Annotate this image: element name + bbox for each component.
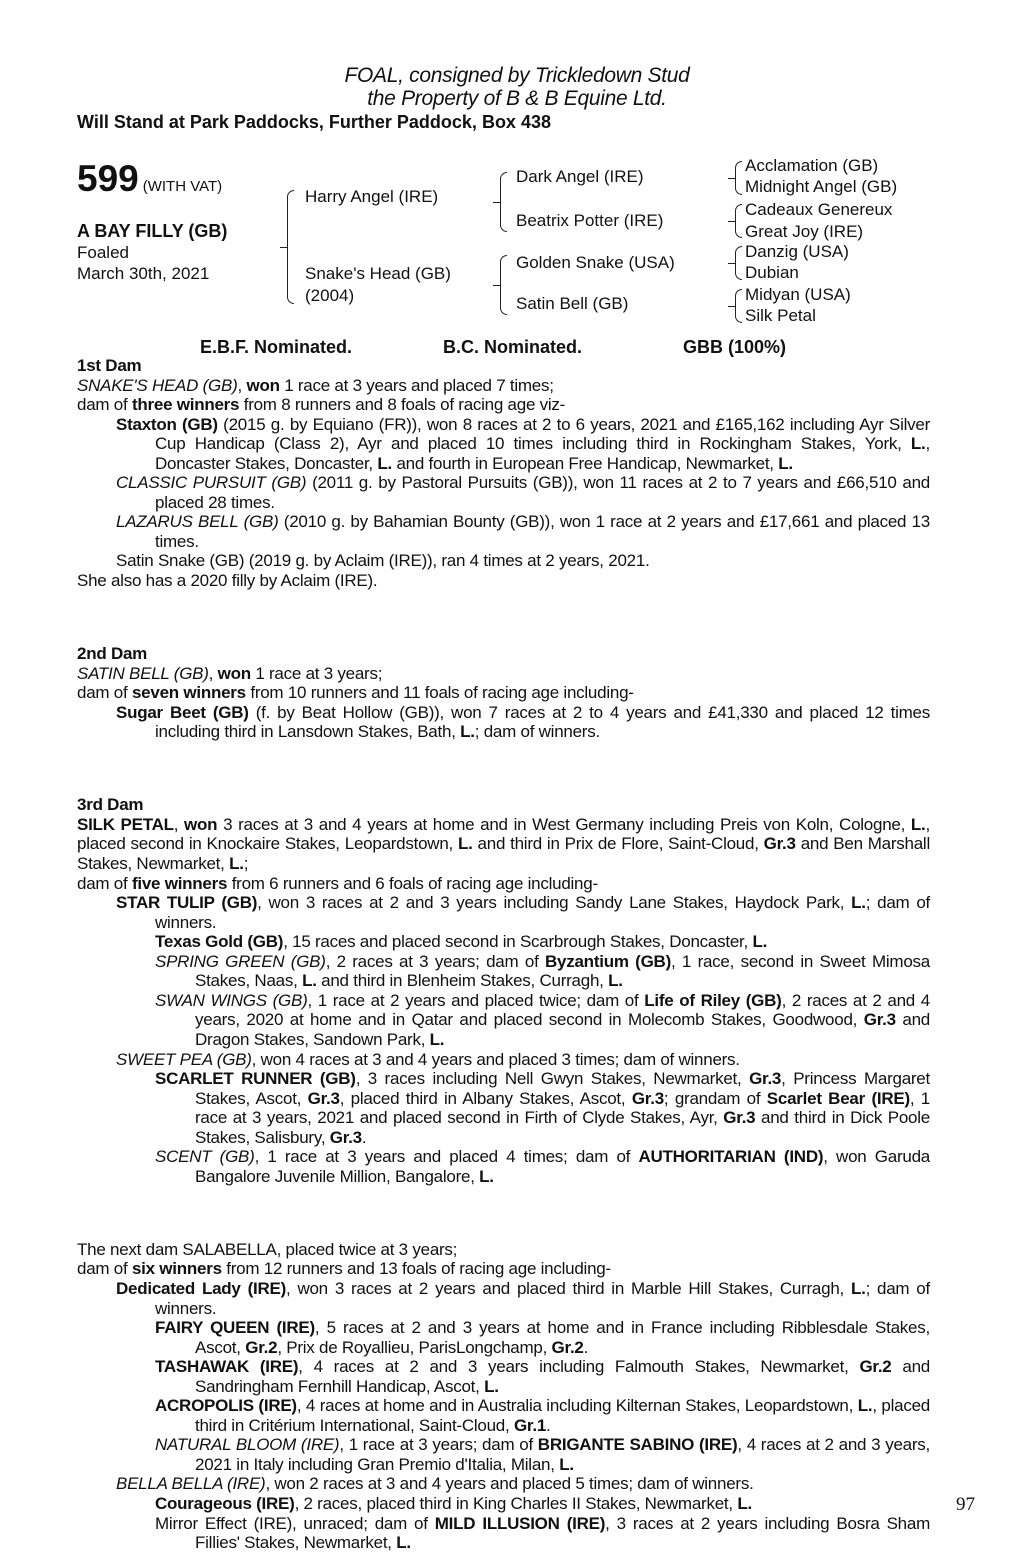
text: and third in Blenheim Stakes, Curragh, xyxy=(316,971,609,991)
text: and third in Dick Poole Stakes, Salisbury, xyxy=(195,1108,930,1147)
progeny-entry xyxy=(77,1279,930,1318)
bold-text: L. xyxy=(559,1454,574,1474)
section-heading: 3rd Dam xyxy=(77,795,144,815)
text: and Sandringham Fernhill Handicap, Ascot, xyxy=(195,1357,931,1396)
bold-text: L. xyxy=(608,971,623,991)
bold-text: L. xyxy=(737,1493,752,1513)
sire-sire: Dark Angel (IRE) xyxy=(516,167,644,186)
text: (2015 g. by Equiano (FR)), won 8 races at 2 to 6 years, 2021 and £165,162 including Ayr Silver Cup Handicap (Class 2), Ayr and placed 10 times including third in Rockingham Stakes, York, xyxy=(155,414,930,454)
text: , 2 races at 3 years; dam of xyxy=(325,951,545,971)
italic-text: SNAKE'S HEAD (GB) xyxy=(77,375,238,395)
spacer xyxy=(77,759,930,779)
text: , placed third in Critérium International, Saint-Cloud, xyxy=(195,1396,931,1435)
catalogue-body xyxy=(77,356,930,1553)
bc-nomination: B.C. Nominated. xyxy=(443,337,583,357)
text: dam of xyxy=(77,873,132,893)
text: Satin Snake (GB) (2019 g. by Aclaim (IRE)), ran 4 times at 2 years, 2021. xyxy=(116,551,650,571)
italic-text: LAZARUS BELL (GB) xyxy=(116,512,279,532)
bold-text: L. xyxy=(429,1029,445,1049)
text: from 8 runners and 8 foals of racing age viz- xyxy=(239,395,566,415)
bold-text: Texas Gold (GB) xyxy=(155,932,284,952)
text: . xyxy=(546,1415,551,1435)
bold-text: Scarlet Bear (IRE) xyxy=(766,1088,910,1108)
text: dam of xyxy=(77,683,132,703)
gbb-status: GBB (100%) xyxy=(683,337,787,357)
gen3-ancestor: Great Joy (IRE) xyxy=(745,222,864,241)
spacer xyxy=(77,1203,930,1223)
text: , 3 races at 2 years including Bosra Sham Fillies' Stakes, Newmarket, xyxy=(195,1513,930,1553)
text: , xyxy=(173,814,185,834)
text: , won 4 races at 3 and 4 years and placed 3 times; dam of winners. xyxy=(251,1049,740,1069)
progeny-entry xyxy=(77,473,930,512)
text: 3 races at 3 and 4 years at home and in West Germany including Preis von Koln, Cologne, xyxy=(217,814,911,834)
progeny-entry xyxy=(77,551,930,571)
text: , won 3 races at 2 and 3 years including Sandy Lane Stakes, Haydock Park, xyxy=(257,893,852,913)
text: , 2 races, placed third in King Charles II Stakes, Newmarket, xyxy=(294,1493,738,1513)
italic-text: NATURAL BLOOM (IRE) xyxy=(155,1435,340,1455)
text: ; grandam of xyxy=(663,1088,767,1108)
pedigree-brace xyxy=(500,255,507,315)
text: ; dam of winners. xyxy=(155,1278,930,1318)
bold-text: AUTHORITARIAN (IND) xyxy=(638,1147,824,1167)
consignor-line: FOAL, consigned by Trickledown Stud xyxy=(344,64,690,87)
bold-text: L. xyxy=(377,453,392,473)
progeny-entry xyxy=(77,1069,930,1147)
bold-text: Courageous (IRE) xyxy=(155,1493,295,1513)
dam-record xyxy=(77,815,930,874)
progeny-entry xyxy=(77,1514,930,1553)
spacer xyxy=(77,608,930,628)
bold-text: L. xyxy=(752,932,768,952)
bold-text: L. xyxy=(229,854,244,874)
dam-record xyxy=(77,664,930,684)
bold-text: Byzantium (GB) xyxy=(545,951,671,971)
text: She also has a 2020 filly by Aclaim (IRE). xyxy=(77,571,378,591)
text: , 1 race at 3 years and placed 4 times; dam of xyxy=(254,1147,639,1167)
gen3-ancestor: Midyan (USA) xyxy=(745,285,851,304)
dam-sire: Golden Snake (USA) xyxy=(516,253,675,272)
dam-record xyxy=(77,376,930,396)
text: , 15 races and placed second in Scarbrough Stakes, Doncaster, xyxy=(283,932,753,952)
text: from 12 runners and 13 foals of racing age including- xyxy=(221,1259,611,1279)
bold-text: L. xyxy=(850,1278,866,1298)
bold-text: L. xyxy=(396,1533,411,1553)
bold-text: Gr.3 xyxy=(329,1127,362,1147)
text: , won 3 races at 2 years and placed third in Marble Hill Stakes, Curragh, xyxy=(286,1278,851,1298)
text: from 10 runners and 11 foals of racing age including- xyxy=(245,683,634,703)
text: , 1 race at 2 years and placed twice; dam of xyxy=(307,990,645,1010)
section-heading: 2nd Dam xyxy=(77,644,148,664)
text: , 2 races at 2 and 4 years, 2020 at home and in Qatar and placed second in Molecomb Stakes, Goodwood, xyxy=(195,990,930,1030)
text: ; dam of winners. xyxy=(474,722,600,742)
text: ; dam of winners. xyxy=(155,893,930,932)
gen3-ancestor: Cadeaux Genereux xyxy=(745,200,893,219)
text: and Dragon Stakes, Sandown Park, xyxy=(195,1010,930,1049)
progeny-entry xyxy=(77,1474,930,1494)
text: , 4 races at home and in Australia including Kilternan Stakes, Leopardstown, xyxy=(296,1396,858,1416)
bold-text: L. xyxy=(484,1376,499,1396)
bold-text: MILD ILLUSION (IRE) xyxy=(434,1513,606,1533)
dam-record xyxy=(77,874,930,894)
progeny-entry xyxy=(77,1494,930,1514)
bold-text: won xyxy=(184,814,218,834)
bold-text: STAR TULIP (GB) xyxy=(116,893,258,913)
text: from 6 runners and 6 foals of racing age including- xyxy=(227,873,598,893)
dam-year: (2004) xyxy=(305,286,355,305)
bold-text: ACROPOLIS (IRE) xyxy=(155,1396,297,1416)
bold-text: five winners xyxy=(131,873,228,893)
bold-text: L. xyxy=(479,1166,494,1186)
dam-record xyxy=(77,1259,930,1279)
gen3-ancestor: Midnight Angel (GB) xyxy=(745,177,898,196)
text: . xyxy=(361,1127,367,1147)
bold-text: L. xyxy=(851,893,866,913)
gen3-ancestor: Danzig (USA) xyxy=(745,242,849,261)
text: , 5 races at 2 and 3 years at home and in France including Ribblesdale Stakes, Ascot, xyxy=(195,1318,930,1357)
bold-text: TASHAWAK (IRE) xyxy=(155,1357,299,1377)
italic-text: SATIN BELL (GB) xyxy=(77,663,209,683)
bold-text: Gr.2 xyxy=(551,1337,584,1357)
text: (2010 g. by Bahamian Bounty (GB)), won 1 race at 2 years and £17,661 and placed 13 times. xyxy=(155,512,930,551)
bold-text: Gr.3 xyxy=(749,1069,782,1089)
progeny-entry xyxy=(77,1318,930,1357)
text: , won 2 races at 3 and 4 years and placed 5 times; dam of winners. xyxy=(265,1474,754,1494)
dam-record xyxy=(77,395,930,415)
bold-text: Dedicated Lady (IRE) xyxy=(116,1278,287,1298)
text: 1 race at 3 years and placed 7 times; xyxy=(279,375,554,395)
pedigree-brace xyxy=(735,161,742,195)
text: , placed second in Knockaire Stakes, Leopardstown, xyxy=(77,814,930,854)
bold-text: Gr.3 xyxy=(307,1088,340,1108)
progeny-entry xyxy=(77,1357,930,1396)
text: , won Garuda Bangalore Juvenile Million, Bangalore, xyxy=(195,1147,930,1186)
vat-note: (WITH VAT) xyxy=(142,178,223,195)
property-line: the Property of B & B Equine Ltd. xyxy=(367,87,667,110)
progeny-entry xyxy=(77,952,930,991)
progeny-entry xyxy=(77,415,930,474)
text: (f. by Beat Hollow (GB)), won 7 races at 2 to 4 years and £41,330 and placed 12 times including third in Lansdown Stakes, Bath, xyxy=(155,702,931,742)
italic-text: SCENT (GB) xyxy=(155,1147,255,1167)
bold-text: Sugar Beet (GB) xyxy=(116,702,249,722)
bold-text: L. xyxy=(910,434,926,454)
bold-text: three winners xyxy=(131,395,240,415)
bold-text: Gr.1 xyxy=(513,1415,547,1435)
pedigree-brace xyxy=(735,246,742,280)
text: , placed third in Albany Stakes, Ascot, xyxy=(339,1088,632,1108)
dam: Snake's Head (GB) xyxy=(305,264,451,283)
italic-text: SWEET PEA (GB) xyxy=(116,1049,252,1069)
italic-text: SWAN WINGS (GB) xyxy=(155,990,308,1010)
progeny-entry xyxy=(77,1050,930,1070)
bold-text: won xyxy=(246,375,280,395)
bold-text: Gr.2 xyxy=(859,1357,892,1377)
text: and Ben Marshall Stakes, Newmarket, xyxy=(77,834,930,874)
dam-dam: Satin Bell (GB) xyxy=(516,294,629,313)
section-heading: 1st Dam xyxy=(77,356,142,375)
progeny-entry xyxy=(77,1147,930,1186)
sire-dam: Beatrix Potter (IRE) xyxy=(516,211,664,230)
pedigree-brace xyxy=(287,190,294,304)
gen3-ancestor: Dubian xyxy=(745,263,799,282)
progeny-entry xyxy=(77,932,930,952)
italic-text: SPRING GREEN (GB) xyxy=(155,951,326,971)
text: , 1 race at 3 years, 2021 and placed second in Firth of Clyde Stakes, Ayr, xyxy=(195,1088,930,1128)
dam-record xyxy=(77,571,930,591)
bold-text: L. xyxy=(302,971,317,991)
text: , Doncaster Stakes, Doncaster, xyxy=(155,434,930,473)
progeny-entry xyxy=(77,1396,930,1435)
text: dam of xyxy=(77,1259,132,1279)
bold-text: BRIGANTE SABINO (IRE) xyxy=(537,1435,738,1455)
text: , 4 races at 2 and 3 years including Falmouth Stakes, Newmarket, xyxy=(298,1357,860,1377)
text: , 4 races at 2 and 3 years, 2021 in Italy including Gran Premio d'Italia, Milan, xyxy=(195,1435,930,1474)
progeny-entry xyxy=(77,893,930,932)
bold-text: L. xyxy=(910,814,926,834)
bold-text: seven winners xyxy=(131,683,246,703)
foaled-date: March 30th, 2021 xyxy=(77,264,210,283)
text: The next dam SALABELLA, placed twice at 3 years; xyxy=(77,1239,458,1259)
lot-number-value: 599 xyxy=(77,158,139,199)
progeny-entry xyxy=(77,512,930,551)
text: 1 race at 3 years; xyxy=(250,663,383,683)
bold-text: six winners xyxy=(131,1259,222,1279)
italic-text: BELLA BELLA (IRE) xyxy=(116,1474,266,1494)
pedigree-brace xyxy=(500,172,507,232)
progeny-entry xyxy=(77,1435,930,1474)
text: , Princess Margaret Stakes, Ascot, xyxy=(195,1069,930,1108)
text: , 3 races including Nell Gwyn Stakes, Newmarket, xyxy=(355,1069,750,1089)
text: and third in Prix de Flore, Saint-Cloud, xyxy=(472,834,764,854)
bold-text: Gr.2 xyxy=(245,1337,278,1357)
text: Mirror Effect (IRE), unraced; dam of xyxy=(155,1513,435,1533)
dam-record xyxy=(77,683,930,703)
bold-text: Life of Riley (GB) xyxy=(644,990,782,1010)
text: and fourth in European Free Handicap, Newmarket, xyxy=(391,453,779,473)
lot-number xyxy=(77,158,222,200)
bold-text: Gr.3 xyxy=(863,1010,896,1030)
bold-text: Gr.3 xyxy=(631,1088,664,1108)
lot-description: A BAY FILLY (GB) xyxy=(77,221,228,241)
text: , xyxy=(208,663,218,683)
text: , xyxy=(237,375,247,395)
dam-record xyxy=(77,1240,930,1260)
ebf-nomination: E.B.F. Nominated. xyxy=(200,337,353,357)
bold-text: SCARLET RUNNER (GB) xyxy=(155,1069,356,1089)
pedigree-brace xyxy=(735,204,742,238)
location-line: Will Stand at Park Paddocks, Further Paddock, Box 438 xyxy=(77,112,551,132)
text: (2011 g. by Pastoral Pursuits (GB)), won 11 races at 2 to 7 years and £66,510 and placed 28 times. xyxy=(155,473,930,512)
page-number: 97 xyxy=(956,1494,975,1515)
bold-text: won xyxy=(217,663,251,683)
bold-text: L. xyxy=(460,722,475,742)
bold-text: L. xyxy=(457,834,473,854)
text: ; xyxy=(243,854,249,874)
bold-text: Gr.3 xyxy=(723,1108,756,1128)
foaled-label: Foaled xyxy=(77,243,129,262)
bold-text: SILK PETAL xyxy=(77,814,174,834)
text: , 1 race at 3 years; dam of xyxy=(339,1435,538,1455)
bold-text: Gr.3 xyxy=(763,834,796,854)
bold-text: L. xyxy=(778,453,793,473)
text: , Prix de Royallieu, ParisLongchamp, xyxy=(277,1337,552,1357)
gen3-ancestor: Acclamation (GB) xyxy=(745,156,879,175)
progeny-entry xyxy=(77,703,930,742)
gen3-ancestor: Silk Petal xyxy=(745,306,816,325)
text: , 1 race, second in Sweet Mimosa Stakes, Naas, xyxy=(195,951,930,991)
pedigree-brace xyxy=(735,289,742,323)
bold-text: Staxton (GB) xyxy=(116,414,218,434)
text: dam of xyxy=(77,395,132,415)
bold-text: L. xyxy=(857,1396,873,1416)
bold-text: FAIRY QUEEN (IRE) xyxy=(155,1318,315,1338)
sire: Harry Angel (IRE) xyxy=(305,187,439,206)
progeny-entry xyxy=(77,991,930,1050)
italic-text: CLASSIC PURSUIT (GB) xyxy=(116,473,307,493)
text: . xyxy=(583,1337,589,1357)
